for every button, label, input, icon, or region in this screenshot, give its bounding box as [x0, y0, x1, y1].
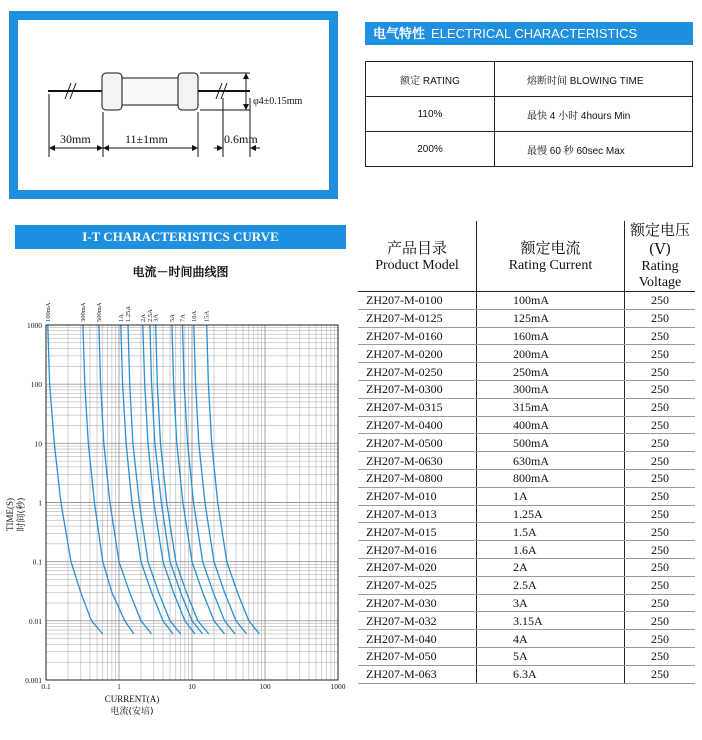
- table-row: [358, 363, 695, 381]
- rating-current-cell: 1A: [477, 487, 625, 505]
- curve-label-2.5A: 2.5A: [146, 309, 154, 322]
- product-model-cell: ZH207-M-0100: [358, 292, 477, 310]
- rating-voltage-cell: 250: [625, 576, 696, 594]
- table-row: [358, 576, 695, 594]
- blowing-time-cell: 最慢 60 秒 60sec Max: [495, 132, 693, 167]
- rating-current-cell: 400mA: [477, 416, 625, 434]
- curve-15A: [207, 325, 260, 634]
- x-tick-label: 100: [259, 682, 271, 691]
- table-row: [358, 647, 695, 665]
- rating-cell: 110%: [366, 97, 495, 132]
- dimension-drawing-panel: [9, 11, 338, 199]
- product-model-cell: ZH207-M-0400: [358, 416, 477, 434]
- rating-voltage-cell: 250: [625, 523, 696, 541]
- rating-current-cell: 300mA: [477, 380, 625, 398]
- curve-label-2A: 2A: [139, 314, 147, 322]
- table-row: [366, 132, 693, 167]
- product-model-cell: ZH207-M-013: [358, 505, 477, 523]
- rating-voltage-cell: 250: [625, 452, 696, 470]
- curve-label-7A: 7A: [179, 314, 187, 322]
- product-model-cell: ZH207-M-0250: [358, 363, 477, 381]
- table-row: [358, 416, 695, 434]
- rating-current-header: [477, 221, 625, 292]
- rating-voltage-cell: 250: [625, 505, 696, 523]
- product-model-cell: ZH207-M-050: [358, 647, 477, 665]
- rating-voltage-header: [625, 221, 696, 292]
- rating-voltage-cell: 250: [625, 434, 696, 452]
- electrical-characteristics-table: [365, 61, 693, 167]
- product-model-cell: ZH207-M-0800: [358, 469, 477, 487]
- y-tick-label: 0.1: [32, 557, 42, 567]
- rating-current-cell: 160mA: [477, 327, 625, 345]
- table-row: [358, 469, 695, 487]
- product-model-cell: ZH207-M-015: [358, 523, 477, 541]
- product-model-cell: ZH207-M-0630: [358, 452, 477, 470]
- product-table: [358, 221, 695, 684]
- product-model-cell: ZH207-M-025: [358, 576, 477, 594]
- rating-current-cell: 2A: [477, 558, 625, 576]
- table-row: [358, 558, 695, 576]
- table-row: [358, 665, 695, 683]
- product-model-cell: ZH207-M-040: [358, 630, 477, 648]
- x-axis-label-cn: 电流(安培): [110, 707, 154, 717]
- rating-current-cell: 1.25A: [477, 505, 625, 523]
- table-row: [358, 434, 695, 452]
- curve-label-3A: 3A: [152, 314, 160, 322]
- product-model-header-cn: 产品目录: [386, 238, 447, 257]
- table-row: [358, 292, 695, 310]
- rating-voltage-cell: 250: [625, 416, 696, 434]
- rating-current-cell: 4A: [477, 630, 625, 648]
- curve-300mA: [83, 325, 134, 634]
- rating-voltage-cell: 250: [625, 665, 696, 683]
- rating-current-cell: 800mA: [477, 469, 625, 487]
- electrical-characteristics-header: [365, 22, 693, 45]
- x-tick-label: 1: [117, 682, 121, 691]
- curve-label-500mA: 500mA: [95, 302, 103, 322]
- product-model-cell: ZH207-M-020: [358, 558, 477, 576]
- table-row: [358, 327, 695, 345]
- curve-7A: [183, 325, 236, 634]
- table-row: [358, 541, 695, 559]
- y-tick-label: 1000: [27, 321, 42, 330]
- rating-voltage-cell: 250: [625, 345, 696, 363]
- table-row: [358, 398, 695, 416]
- table-row: [366, 97, 693, 132]
- rating-voltage-cell: 250: [625, 612, 696, 630]
- product-model-cell: ZH207-M-016: [358, 541, 477, 559]
- curve-label-10A: 10A: [190, 310, 198, 322]
- rating-header: 额定 RATING: [366, 62, 495, 97]
- rating-voltage-cell: 250: [625, 487, 696, 505]
- product-model-header-en: Product Model: [375, 257, 459, 273]
- x-tick-label: 0.1: [41, 682, 51, 691]
- product-model-cell: ZH207-M-0500: [358, 434, 477, 452]
- blowing-time-header: 熔断时间 BLOWING TIME: [495, 62, 693, 97]
- rating-current-cell: 200mA: [477, 345, 625, 363]
- table-row: [358, 345, 695, 363]
- table-row: [358, 487, 695, 505]
- x-axis-label: CURRENT(A): [104, 694, 160, 704]
- rating-cell: 200%: [366, 132, 495, 167]
- curve-label-1.25A: 1.25A: [125, 305, 132, 322]
- rating-voltage-cell: 250: [625, 363, 696, 381]
- product-model-cell: ZH207-M-0160: [358, 327, 477, 345]
- table-row: [366, 62, 693, 97]
- curve-label-100mA: 100mA: [44, 302, 52, 322]
- blowing-time-cell: 最快 4 小时 4hours Min: [495, 97, 693, 132]
- rating-current-cell: 500mA: [477, 434, 625, 452]
- rating-current-cell: 250mA: [477, 363, 625, 381]
- product-model-cell: ZH207-M-010: [358, 487, 477, 505]
- it-characteristics-chart: [0, 280, 350, 730]
- lead-diameter-label: 0.6mm: [224, 132, 258, 146]
- y-axis-label-cn: 时间(秒): [17, 497, 27, 532]
- curve-label-1A: 1A: [117, 314, 125, 322]
- y-tick-label: 0.001: [25, 676, 42, 685]
- table-row: [358, 594, 695, 612]
- rating-voltage-cell: 250: [625, 398, 696, 416]
- table-header-row: [358, 221, 695, 292]
- body-diameter-label: φ4±0.15mm: [253, 96, 303, 107]
- rating-voltage-cell: 250: [625, 558, 696, 576]
- rating-voltage-header-en: Rating Voltage: [638, 259, 682, 290]
- rating-current-cell: 125mA: [477, 309, 625, 327]
- rating-current-cell: 100mA: [477, 292, 625, 310]
- rating-current-cell: 315mA: [477, 398, 625, 416]
- product-model-cell: ZH207-M-032: [358, 612, 477, 630]
- rating-current-cell: 5A: [477, 647, 625, 665]
- product-model-cell: ZH207-M-063: [358, 665, 477, 683]
- table-row: [358, 612, 695, 630]
- y-tick-label: 100: [30, 380, 42, 390]
- product-model-cell: ZH207-M-030: [358, 594, 477, 612]
- curve-label-15A: 15A: [203, 310, 211, 322]
- rating-voltage-cell: 250: [625, 327, 696, 345]
- rating-voltage-cell: 250: [625, 309, 696, 327]
- table-row: [358, 630, 695, 648]
- curve-10A: [194, 325, 247, 634]
- product-model-cell: ZH207-M-0125: [358, 309, 477, 327]
- product-model-cell: ZH207-M-0200: [358, 345, 477, 363]
- rating-current-cell: 1.6A: [477, 541, 625, 559]
- table-row: [358, 523, 695, 541]
- rating-voltage-cell: 250: [625, 630, 696, 648]
- rating-current-cell: 6.3A: [477, 665, 625, 683]
- table-row: [358, 380, 695, 398]
- x-tick-label: 10: [188, 682, 196, 691]
- rating-current-cell: 2.5A: [477, 576, 625, 594]
- rating-current-cell: 3.15A: [477, 612, 625, 630]
- rating-current-cell: 1.5A: [477, 523, 625, 541]
- y-axis-label: TIME(S): [5, 498, 15, 531]
- product-table-body: [358, 292, 695, 684]
- it-curve-banner: I-T CHARACTERISTICS CURVE: [15, 225, 346, 249]
- dimension-drawing: [18, 20, 329, 190]
- rating-current-cell: 3A: [477, 594, 625, 612]
- y-tick-label: 10: [34, 439, 42, 449]
- product-model-cell: ZH207-M-0315: [358, 398, 477, 416]
- curve-label-5A: 5A: [168, 314, 176, 322]
- rating-voltage-cell: 250: [625, 292, 696, 310]
- rating-current-header-en: Rating Current: [508, 257, 593, 273]
- table-row: [358, 505, 695, 523]
- electrical-title-en: ELECTRICAL CHARACTERISTICS: [431, 26, 638, 41]
- curve-100mA: [48, 325, 103, 634]
- chart-title: 电流－时间曲线图: [132, 265, 229, 279]
- product-model-header: [358, 221, 477, 292]
- y-tick-label: 0.01: [28, 616, 42, 626]
- lead-length-label: 30mm: [60, 132, 91, 146]
- product-model-cell: ZH207-M-0300: [358, 380, 477, 398]
- rating-voltage-header-cn: 额定电压(V): [629, 221, 690, 258]
- rating-current-header-cn: 额定电流: [520, 238, 581, 257]
- curve-5A: [172, 325, 225, 634]
- body-length-label: 11±1mm: [125, 132, 168, 146]
- electrical-title-cn: 电气特性: [373, 26, 426, 41]
- rating-voltage-cell: 250: [625, 469, 696, 487]
- rating-voltage-cell: 250: [625, 647, 696, 665]
- y-tick-label: 1: [38, 498, 42, 508]
- table-row: [358, 309, 695, 327]
- rating-voltage-cell: 250: [625, 594, 696, 612]
- rating-voltage-cell: 250: [625, 380, 696, 398]
- rating-current-cell: 630mA: [477, 452, 625, 470]
- curve-label-300mA: 300mA: [79, 302, 87, 322]
- table-row: [358, 452, 695, 470]
- rating-voltage-cell: 250: [625, 541, 696, 559]
- x-tick-label: 1000: [330, 682, 346, 691]
